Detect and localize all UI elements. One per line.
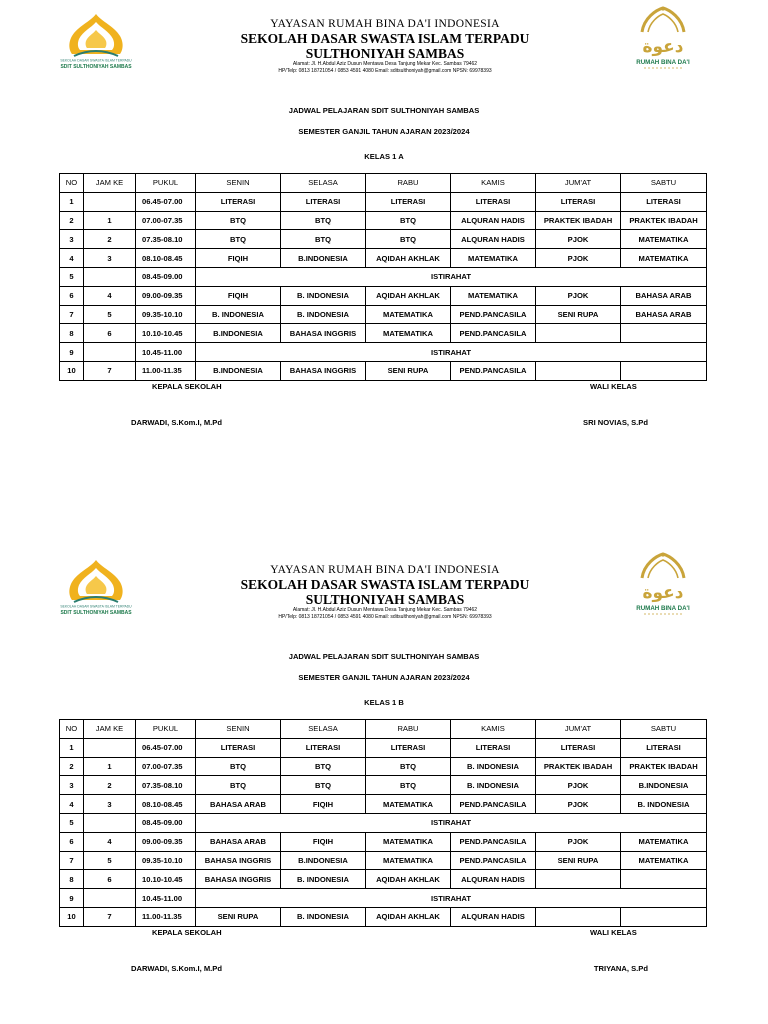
table-cell: LITERASI [366, 738, 451, 757]
table-row [60, 267, 707, 286]
table-row [60, 757, 707, 776]
column-header: SABTU [621, 174, 707, 193]
table-cell: SENI RUPA [196, 907, 281, 926]
column-header: KAMIS [451, 174, 536, 193]
table-cell: PJOK [536, 776, 621, 795]
table-cell: 8 [60, 870, 84, 889]
table-cell: MATEMATIKA [621, 832, 707, 851]
schedule-table [59, 719, 707, 927]
school-name-line1: SEKOLAH DASAR SWASTA ISLAM TERPADU [240, 31, 530, 46]
table-cell: MATEMATIKA [621, 230, 707, 249]
table-cell: FIQIH [196, 249, 281, 268]
table-cell: 09.00-09.35 [136, 832, 196, 851]
table-cell: PJOK [536, 832, 621, 851]
table-cell: B. INDONESIA [621, 795, 707, 814]
table-cell: BTQ [196, 230, 281, 249]
table-cell: MATEMATIKA [366, 305, 451, 324]
table-cell: 8 [60, 324, 84, 343]
schedule-title: JADWAL PELAJARAN SDIT SULTHONIYAH SAMBAS [288, 106, 480, 115]
table-cell: 5 [60, 267, 84, 286]
principal-name: DARWADI, S.Kom.I, M.Pd [131, 418, 222, 427]
table-cell: 1 [84, 757, 136, 776]
table-cell: BTQ [366, 230, 451, 249]
column-header: RABU [366, 720, 451, 739]
column-header: SABTU [621, 720, 707, 739]
table-row [60, 907, 707, 926]
table-cell [84, 192, 136, 211]
column-header: RABU [366, 174, 451, 193]
table-cell: 11.00-11.35 [136, 907, 196, 926]
table-cell: ALQURAN HADIS [451, 230, 536, 249]
table-cell: B.INDONESIA [621, 776, 707, 795]
table-cell: PEND.PANCASILA [451, 795, 536, 814]
table-cell: 4 [84, 832, 136, 851]
school-contact: HP/Telp: 0813 18721054 / 0853 4591 4080 Email: sditsulthoniyah@gmail.com NPSN: 69978393 [278, 68, 492, 74]
table-cell: MATEMATIKA [621, 249, 707, 268]
table-row [60, 813, 707, 832]
table-row [60, 192, 707, 211]
table-cell: 08.45-09.00 [136, 267, 196, 286]
table-row [60, 286, 707, 305]
school-name-line2: SULTHONIYAH SAMBAS [305, 46, 465, 61]
table-cell: 08.10-08.45 [136, 249, 196, 268]
table-cell: 7 [84, 361, 136, 380]
table-cell: MATEMATIKA [366, 832, 451, 851]
table-row [60, 738, 707, 757]
homeroom-teacher-name: TRIYANA, S.Pd [593, 964, 648, 973]
table-cell: 10.10-10.45 [136, 324, 196, 343]
table-cell: AQIDAH AKHLAK [366, 907, 451, 926]
column-header: NO [60, 174, 84, 193]
table-cell: PJOK [536, 230, 621, 249]
class-label: KELAS 1 B [364, 698, 404, 707]
table-cell: LITERASI [621, 738, 707, 757]
school-address: Alamat: Jl. H.Abdul Aziz Dusun Mentawa Desa Tanjung Mekar Kec. Sambas 79462 [292, 61, 478, 67]
table-row [60, 851, 707, 870]
table-cell [536, 361, 621, 380]
table-cell: 06.45-07.00 [136, 192, 196, 211]
table-cell: 1 [60, 738, 84, 757]
table-cell: B. INDONESIA [281, 305, 366, 324]
column-header: SELASA [281, 174, 366, 193]
table-cell: LITERASI [621, 192, 707, 211]
table-cell: PRAKTEK IBADAH [621, 757, 707, 776]
table-cell: 3 [84, 795, 136, 814]
table-cell: PEND.PANCASILA [451, 361, 536, 380]
logo-arabic-mark: دعوة [642, 37, 684, 57]
table-cell: AQIDAH AKHLAK [366, 249, 451, 268]
table-cell: 11.00-11.35 [136, 361, 196, 380]
table-row [60, 230, 707, 249]
table-cell: AQIDAH AKHLAK [366, 286, 451, 305]
rumah-bina-dai-logo-text: RUMAH BINA DA'I [636, 605, 690, 612]
homeroom-teacher-label: WALI KELAS [590, 928, 637, 937]
table-cell: B.INDONESIA [281, 851, 366, 870]
table-cell: 07.00-07.35 [136, 757, 196, 776]
table-cell [84, 813, 136, 832]
table-cell [621, 361, 707, 380]
table-cell: 7 [60, 851, 84, 870]
table-cell: FIQIH [196, 286, 281, 305]
break-cell: ISTIRAHAT [196, 889, 707, 908]
table-cell: MATEMATIKA [451, 249, 536, 268]
letterhead [0, 0, 768, 90]
table-cell: LITERASI [451, 192, 536, 211]
table-cell: FIQIH [281, 832, 366, 851]
table-cell: BAHASA INGGRIS [196, 870, 281, 889]
table-cell [84, 738, 136, 757]
table-cell: BAHASA ARAB [196, 832, 281, 851]
logo-arabic-mark: دعوة [642, 583, 684, 603]
table-cell: 10 [60, 361, 84, 380]
table-cell: B.INDONESIA [281, 249, 366, 268]
table-cell: PRAKTEK IBADAH [621, 211, 707, 230]
school-logo-icon [60, 12, 132, 74]
table-cell: BTQ [366, 211, 451, 230]
table-cell: 6 [60, 832, 84, 851]
table-row [60, 249, 707, 268]
school-logo-text: SDIT SULTHONIYAH SAMBAS [60, 64, 132, 70]
table-row [60, 361, 707, 380]
table-cell: ALQURAN HADIS [451, 211, 536, 230]
table-cell: B. INDONESIA [451, 757, 536, 776]
principal-label: KEPALA SEKOLAH [152, 382, 222, 391]
column-header: JUM'AT [536, 720, 621, 739]
table-cell: 2 [60, 757, 84, 776]
table-header-row [60, 174, 707, 193]
table-cell: 7 [60, 305, 84, 324]
column-header: JUM'AT [536, 174, 621, 193]
table-cell: 1 [60, 192, 84, 211]
table-cell: LITERASI [536, 192, 621, 211]
table-header-row [60, 720, 707, 739]
column-header: JAM KE [84, 174, 136, 193]
table-cell: 6 [84, 870, 136, 889]
table-cell: BTQ [196, 757, 281, 776]
table-cell: B.INDONESIA [196, 361, 281, 380]
school-name-line2: SULTHONIYAH SAMBAS [305, 592, 465, 607]
table-cell: BTQ [366, 776, 451, 795]
table-cell: PJOK [536, 286, 621, 305]
table-cell: PJOK [536, 795, 621, 814]
table-cell: PRAKTEK IBADAH [536, 211, 621, 230]
table-cell: B. INDONESIA [281, 286, 366, 305]
table-row [60, 324, 707, 343]
table-cell: BAHASA ARAB [196, 795, 281, 814]
table-cell [621, 907, 707, 926]
table-cell: BAHASA ARAB [621, 305, 707, 324]
principal-label: KEPALA SEKOLAH [152, 928, 222, 937]
column-header: NO [60, 720, 84, 739]
column-header: JAM KE [84, 720, 136, 739]
table-cell [536, 324, 621, 343]
table-cell: 4 [84, 286, 136, 305]
table-cell: 10.45-11.00 [136, 889, 196, 908]
table-cell: 1 [84, 211, 136, 230]
foundation-name: YAYASAN RUMAH BINA DA'I INDONESIA [270, 18, 500, 30]
table-cell: 2 [60, 211, 84, 230]
table-cell: LITERASI [281, 738, 366, 757]
table-cell: SENI RUPA [536, 305, 621, 324]
table-cell [536, 870, 621, 889]
table-cell: MATEMATIKA [366, 795, 451, 814]
table-cell: 4 [60, 795, 84, 814]
schedule-title: JADWAL PELAJARAN SDIT SULTHONIYAH SAMBAS [288, 652, 480, 661]
table-cell: B. INDONESIA [451, 776, 536, 795]
table-cell: 6 [60, 286, 84, 305]
class-label: KELAS 1 A [364, 152, 404, 161]
table-row [60, 795, 707, 814]
table-cell: SENI RUPA [366, 361, 451, 380]
table-cell: BTQ [281, 211, 366, 230]
table-cell: PEND.PANCASILA [451, 305, 536, 324]
table-row [60, 776, 707, 795]
table-cell: PEND.PANCASILA [451, 832, 536, 851]
table-cell: BTQ [196, 776, 281, 795]
table-cell: BTQ [281, 776, 366, 795]
schedule-table [59, 173, 707, 381]
table-row [60, 305, 707, 324]
table-cell: BAHASA INGGRIS [281, 324, 366, 343]
table-cell: 6 [84, 324, 136, 343]
foundation-name: YAYASAN RUMAH BINA DA'I INDONESIA [270, 564, 500, 576]
table-cell: LITERASI [366, 192, 451, 211]
schedule-page-1a [0, 0, 768, 478]
table-cell: ALQURAN HADIS [451, 870, 536, 889]
column-header: PUKUL [136, 720, 196, 739]
schedule-page-1b [0, 546, 768, 1024]
table-cell: B. INDONESIA [281, 870, 366, 889]
table-cell: 08.10-08.45 [136, 795, 196, 814]
column-header: SENIN [196, 174, 281, 193]
table-cell: BTQ [196, 211, 281, 230]
table-cell: 09.35-10.10 [136, 851, 196, 870]
table-cell: 7 [84, 907, 136, 926]
school-address: Alamat: Jl. H.Abdul Aziz Dusun Mentawa Desa Tanjung Mekar Kec. Sambas 79462 [292, 607, 478, 613]
homeroom-teacher-label: WALI KELAS [590, 382, 637, 391]
table-cell: SENI RUPA [536, 851, 621, 870]
table-cell: MATEMATIKA [621, 851, 707, 870]
table-row [60, 832, 707, 851]
table-cell: LITERASI [536, 738, 621, 757]
table-cell [621, 870, 707, 889]
table-cell: 08.45-09.00 [136, 813, 196, 832]
break-cell: ISTIRAHAT [196, 813, 707, 832]
homeroom-teacher-name: SRI NOVIAS, S.Pd [583, 418, 648, 427]
table-cell: 5 [60, 813, 84, 832]
column-header: SENIN [196, 720, 281, 739]
table-row [60, 870, 707, 889]
table-cell: 07.35-08.10 [136, 776, 196, 795]
principal-name: DARWADI, S.Kom.I, M.Pd [131, 964, 222, 973]
rumah-bina-dai-logo-text: RUMAH BINA DA'I [636, 59, 690, 66]
table-cell: B.INDONESIA [196, 324, 281, 343]
column-header: KAMIS [451, 720, 536, 739]
table-cell [536, 907, 621, 926]
table-cell: 07.00-07.35 [136, 211, 196, 230]
table-cell: ALQURAN HADIS [451, 907, 536, 926]
table-cell: 10.10-10.45 [136, 870, 196, 889]
table-cell: 2 [84, 776, 136, 795]
column-header: PUKUL [136, 174, 196, 193]
semester-label: SEMESTER GANJIL TAHUN AJARAN 2023/2024 [298, 673, 470, 682]
break-cell: ISTIRAHAT [196, 343, 707, 362]
table-cell: B. INDONESIA [196, 305, 281, 324]
table-cell: LITERASI [281, 192, 366, 211]
table-cell: 5 [84, 305, 136, 324]
table-cell: FIQIH [281, 795, 366, 814]
school-logo-subtitle: SEKOLAH DASAR SWASTA ISLAM TERPADU [60, 58, 132, 63]
table-cell [84, 343, 136, 362]
table-cell: 9 [60, 889, 84, 908]
table-cell: BTQ [281, 230, 366, 249]
semester-label: SEMESTER GANJIL TAHUN AJARAN 2023/2024 [298, 127, 470, 136]
column-header: SELASA [281, 720, 366, 739]
table-cell: LITERASI [196, 738, 281, 757]
letterhead [0, 546, 768, 636]
table-cell: 2 [84, 230, 136, 249]
table-cell [621, 324, 707, 343]
rumah-bina-dai-logo-icon [630, 552, 696, 622]
table-cell: 4 [60, 249, 84, 268]
table-cell: 3 [60, 230, 84, 249]
table-cell: 9 [60, 343, 84, 362]
table-cell: 09.35-10.10 [136, 305, 196, 324]
table-cell [84, 889, 136, 908]
table-cell: 09.00-09.35 [136, 286, 196, 305]
table-cell: AQIDAH AKHLAK [366, 870, 451, 889]
table-cell: LITERASI [451, 738, 536, 757]
school-logo-text: SDIT SULTHONIYAH SAMBAS [60, 610, 132, 616]
table-cell: 06.45-07.00 [136, 738, 196, 757]
table-cell: MATEMATIKA [366, 324, 451, 343]
table-row [60, 343, 707, 362]
table-cell: 3 [84, 249, 136, 268]
school-contact: HP/Telp: 0813 18721054 / 0853 4591 4080 Email: sditsulthoniyah@gmail.com NPSN: 69978393 [278, 614, 492, 620]
table-cell: B. INDONESIA [281, 907, 366, 926]
table-cell: BTQ [281, 757, 366, 776]
table-cell: BAHASA INGGRIS [196, 851, 281, 870]
break-cell: ISTIRAHAT [196, 267, 707, 286]
table-cell: MATEMATIKA [366, 851, 451, 870]
table-cell: 3 [60, 776, 84, 795]
school-logo-icon [60, 558, 132, 620]
table-cell: PJOK [536, 249, 621, 268]
table-cell: PEND.PANCASILA [451, 851, 536, 870]
table-cell [84, 267, 136, 286]
rumah-bina-dai-logo-icon [630, 6, 696, 76]
table-cell: PEND.PANCASILA [451, 324, 536, 343]
table-row [60, 211, 707, 230]
table-cell: 07.35-08.10 [136, 230, 196, 249]
table-cell: BTQ [366, 757, 451, 776]
table-row [60, 889, 707, 908]
table-cell: 5 [84, 851, 136, 870]
table-cell: LITERASI [196, 192, 281, 211]
table-cell: 10.45-11.00 [136, 343, 196, 362]
table-cell: PRAKTEK IBADAH [536, 757, 621, 776]
table-cell: BAHASA ARAB [621, 286, 707, 305]
school-logo-subtitle: SEKOLAH DASAR SWASTA ISLAM TERPADU [60, 604, 132, 609]
table-cell: 10 [60, 907, 84, 926]
school-name-line1: SEKOLAH DASAR SWASTA ISLAM TERPADU [240, 577, 530, 592]
table-cell: MATEMATIKA [451, 286, 536, 305]
table-cell: BAHASA INGGRIS [281, 361, 366, 380]
